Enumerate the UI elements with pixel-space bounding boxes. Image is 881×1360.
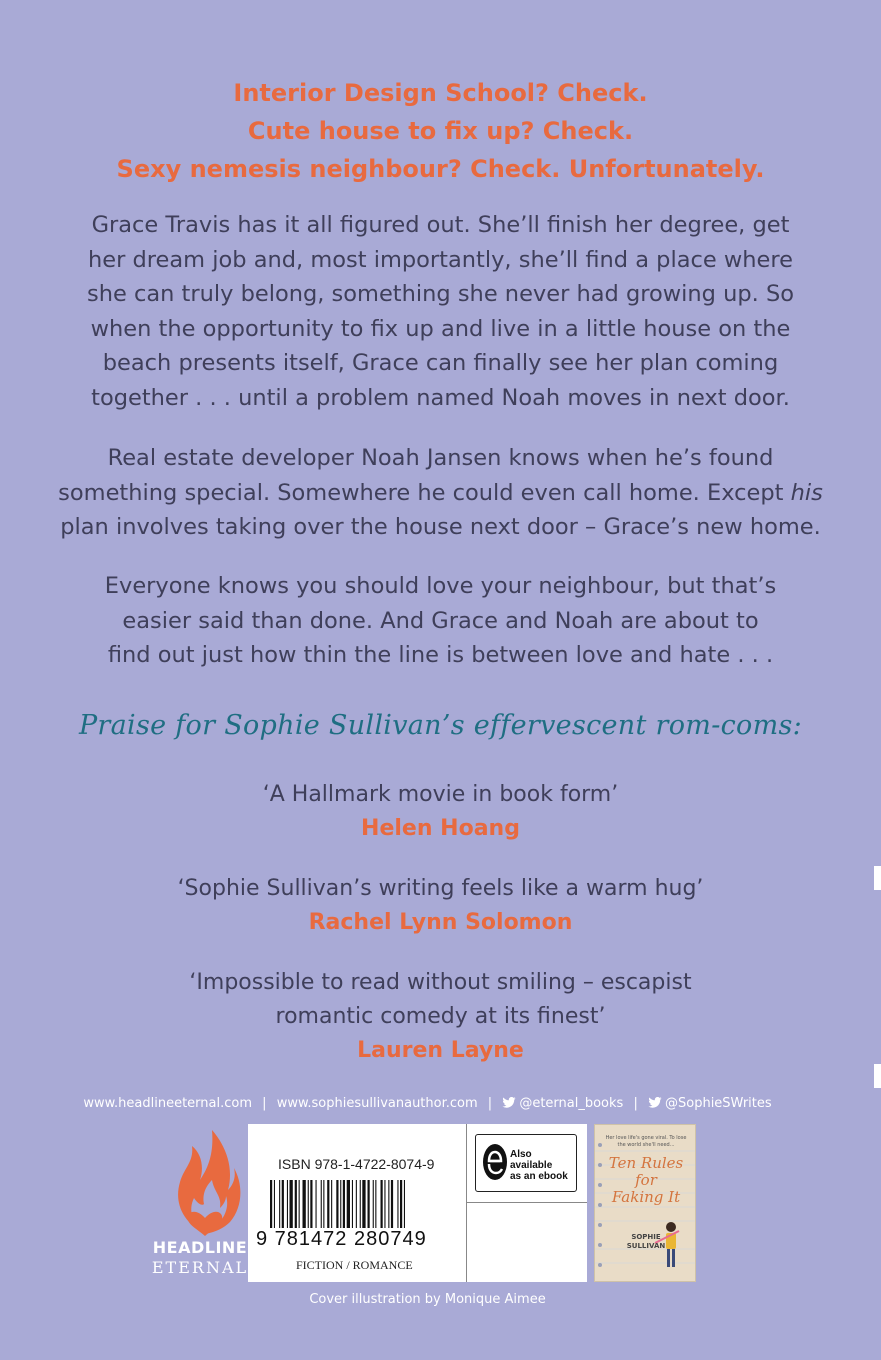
ebook-badge	[475, 1134, 577, 1192]
author-twitter-link[interactable]: @SophieSWrites	[665, 1096, 772, 1111]
blurb-paragraph-2	[30, 441, 851, 545]
blurb-line: Real estate developer Noah Jansen knows when he’s found	[107, 445, 774, 471]
blurb-line: beach presents itself, Grace can finally see her plan coming	[102, 350, 779, 376]
tagline-line: Sexy nemesis neighbour? Check. Unfortunately.	[116, 155, 765, 183]
separator: |	[262, 1096, 267, 1111]
blurb-line: plan involves taking over the house next door – Grace’s new home.	[60, 514, 821, 540]
ebook-text-line: Also available	[510, 1149, 553, 1171]
divider	[467, 1202, 587, 1203]
edge-mark	[874, 1064, 881, 1088]
genre-label: FICTION / ROMANCE	[296, 1258, 413, 1272]
ebook-text	[510, 1149, 576, 1182]
edge-mark	[874, 866, 881, 890]
publisher-wordmark	[148, 1238, 252, 1278]
publisher-imprint: ETERNAL	[151, 1258, 249, 1277]
publisher-website-link[interactable]: www.headlineeternal.com	[83, 1096, 253, 1111]
blurb-line: when the opportunity to fix up and live in a little house on the	[90, 315, 791, 342]
blurb-line: her dream job and, most importantly, she’ll find a place where	[88, 246, 793, 273]
tagline-line: Interior Design School? Check.	[233, 79, 648, 107]
isbn-barcode	[248, 1124, 466, 1282]
quote-text: ‘A Hallmark movie in book form’	[262, 782, 619, 807]
blurb-line: find out just how thin the line is between love and hate . . .	[107, 642, 774, 668]
blurb-line: together . . . until a problem named Noah moves in next door.	[91, 384, 790, 411]
quote-author: Rachel Lynn Solomon	[308, 910, 573, 935]
blurb-line: Grace Travis has it all figured out. She’ll finish her degree, get	[91, 212, 790, 238]
praise-heading: Praise for Sophie Sullivan’s effervescent rom-coms:	[78, 710, 803, 741]
barcode-number: 9 781472 280749	[256, 1228, 427, 1250]
isbn-label: ISBN 978-1-4722-8074-9	[278, 1156, 435, 1172]
cover-credit: Cover illustration by Monique Aimee	[309, 1292, 546, 1307]
quote-text: ‘Impossible to read without smiling – escapist	[189, 970, 692, 995]
publisher-links	[0, 1096, 855, 1111]
blurb-paragraph-1	[30, 208, 851, 415]
publisher-name: HEADLINE	[152, 1238, 248, 1257]
separator: |	[487, 1096, 493, 1111]
ebook-text-line: as an ebook	[510, 1171, 568, 1182]
thumbnail-author	[595, 1233, 696, 1251]
quote-author: Lauren Layne	[357, 1038, 524, 1063]
tagline-line: Cute house to fix up? Check.	[247, 117, 634, 145]
blurb-line: Everyone knows you should love your neighbour, but that’s	[104, 573, 777, 599]
thumbnail-title-line: Faking It	[611, 1188, 681, 1206]
thumbnail-author-line: SOPHIE	[631, 1233, 661, 1241]
blurb-paragraph-3	[30, 569, 851, 673]
publisher-twitter-link[interactable]: @eternal_books	[519, 1096, 624, 1111]
blurb-text: something special. Somewhere he could even call home. Except	[58, 479, 791, 506]
quote-text: ‘Sophie Sullivan’s writing feels like a warm hug’	[177, 876, 704, 901]
quote-text: romantic comedy at its finest’	[275, 1004, 606, 1029]
tagline	[0, 74, 881, 188]
barcode-bars	[270, 1180, 450, 1230]
ebook-availability	[466, 1124, 587, 1282]
twitter-bird-icon	[502, 1097, 516, 1108]
thumbnail-title-line: Ten Rules	[608, 1154, 684, 1172]
review-quote-3	[0, 966, 881, 1068]
twitter-bird-icon	[648, 1097, 662, 1108]
separator: |	[633, 1096, 638, 1111]
blurb-emphasis: his	[790, 479, 823, 506]
blurb-line: easier said than done. And Grace and Noah are about to	[122, 607, 759, 634]
thumbnail-title-line: for	[635, 1171, 657, 1189]
book-cover-thumbnail	[594, 1124, 696, 1282]
review-quote-1	[0, 778, 881, 846]
thumbnail-tagline: Her love life's gone viral. To lose the world she'll need...	[605, 1135, 687, 1148]
blurb-line: she can truly belong, something she never had growing up. So	[86, 281, 795, 307]
review-quote-2	[0, 872, 881, 940]
thumbnail-title	[595, 1155, 696, 1206]
blurb-line	[30, 476, 851, 511]
author-website-link[interactable]: www.sophiesullivanauthor.com	[276, 1096, 478, 1111]
quote-author: Helen Hoang	[361, 816, 520, 841]
ebook-e-icon	[482, 1143, 508, 1181]
thumbnail-author-line: SULLIVAN	[626, 1242, 666, 1250]
